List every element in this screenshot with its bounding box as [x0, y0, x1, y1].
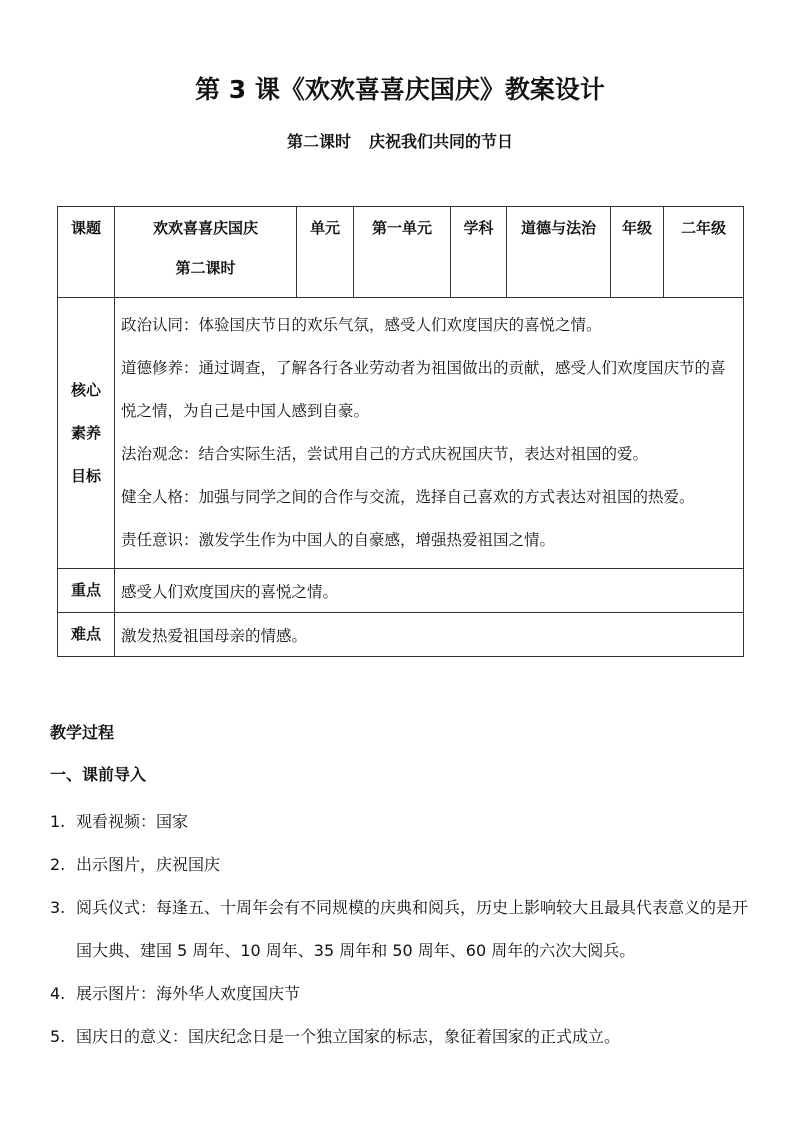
grade-value: 二年级 — [664, 207, 744, 298]
list-item — [50, 1015, 760, 1058]
step-number: 4. — [50, 984, 66, 1003]
step-text: 观看视频：国家 — [76, 812, 189, 831]
step-number: 2. — [50, 855, 66, 874]
topic-line-1: 欢欢喜喜庆国庆 — [152, 219, 258, 237]
step-text: 阅兵仪式：每逢五、十周年会有不同规模的庆典和阅兵，历史上影响较大且最具代表意义的是开国大典、建国 5 周年、10 周年、35 周年和 50 周年、60 周年的六次大阅兵。 — [76, 898, 749, 960]
list-item — [50, 886, 760, 972]
key-point-label: 重点 — [58, 569, 115, 613]
core-goals-row — [58, 298, 744, 569]
goal-political: 政治认同：体验国庆节日的欢乐气氛，感受人们欢度国庆的喜悦之情。 — [121, 316, 602, 334]
difficult-point-row — [58, 613, 744, 657]
list-item — [50, 972, 760, 1015]
lesson-plan-table — [57, 206, 744, 657]
topic-value — [115, 207, 297, 298]
step-text: 展示图片：海外华人欢度国庆节 — [76, 984, 301, 1003]
unit-value: 第一单元 — [354, 207, 451, 298]
document-subtitle — [0, 129, 800, 155]
core-label-line-2: 素养 — [70, 423, 101, 442]
subtitle-lesson: 第二课时 — [286, 132, 351, 151]
key-point-value: 感受人们欢度国庆的喜悦之情。 — [115, 569, 744, 613]
core-goals-label — [58, 298, 115, 569]
subtitle-topic: 庆祝我们共同的节日 — [369, 132, 514, 151]
list-item — [50, 843, 760, 886]
section-intro-heading: 一、课前导入 — [50, 765, 147, 784]
step-text: 出示图片，庆祝国庆 — [76, 855, 221, 874]
goal-personality: 健全人格：加强与同学之间的合作与交流，选择自己喜欢的方式表达对祖国的热爱。 — [121, 488, 695, 506]
subject-label: 学科 — [451, 207, 507, 298]
list-item — [50, 800, 760, 843]
document-title: 第 3 课《欢欢喜喜庆国庆》教案设计 — [195, 75, 605, 104]
subject-value: 道德与法治 — [507, 207, 611, 298]
key-point-row — [58, 569, 744, 613]
process-heading: 教学过程 — [50, 723, 115, 742]
step-text: 国庆日的意义：国庆纪念日是一个独立国家的标志，象征着国家的正式成立。 — [76, 1027, 621, 1046]
goal-responsibility: 责任意识：激发学生作为中国人的自豪感，增强热爱祖国之情。 — [121, 531, 556, 549]
core-goals-content — [115, 298, 744, 569]
goal-legal: 法治观念：结合实际生活，尝试用自己的方式庆祝国庆节，表达对祖国的爱。 — [121, 445, 649, 463]
intro-steps-list — [50, 800, 760, 1058]
goal-moral: 道德修养：通过调查，了解各行各业劳动者为祖国做出的贡献，感受人们欢度国庆节的喜悦之情，为自己是中国人感到自豪。 — [121, 359, 726, 420]
topic-line-2: 第二课时 — [175, 259, 236, 277]
topic-label: 课题 — [58, 207, 115, 298]
core-label-line-1: 核心 — [70, 380, 101, 399]
core-label-line-3: 目标 — [70, 466, 101, 485]
table-header-row — [58, 207, 744, 298]
unit-label: 单元 — [297, 207, 354, 298]
step-number: 5. — [50, 1027, 66, 1046]
step-number: 1. — [50, 812, 66, 831]
step-number: 3. — [50, 898, 66, 917]
difficult-point-label: 难点 — [58, 613, 115, 657]
difficult-point-value: 激发热爱祖国母亲的情感。 — [115, 613, 744, 657]
grade-label: 年级 — [611, 207, 664, 298]
